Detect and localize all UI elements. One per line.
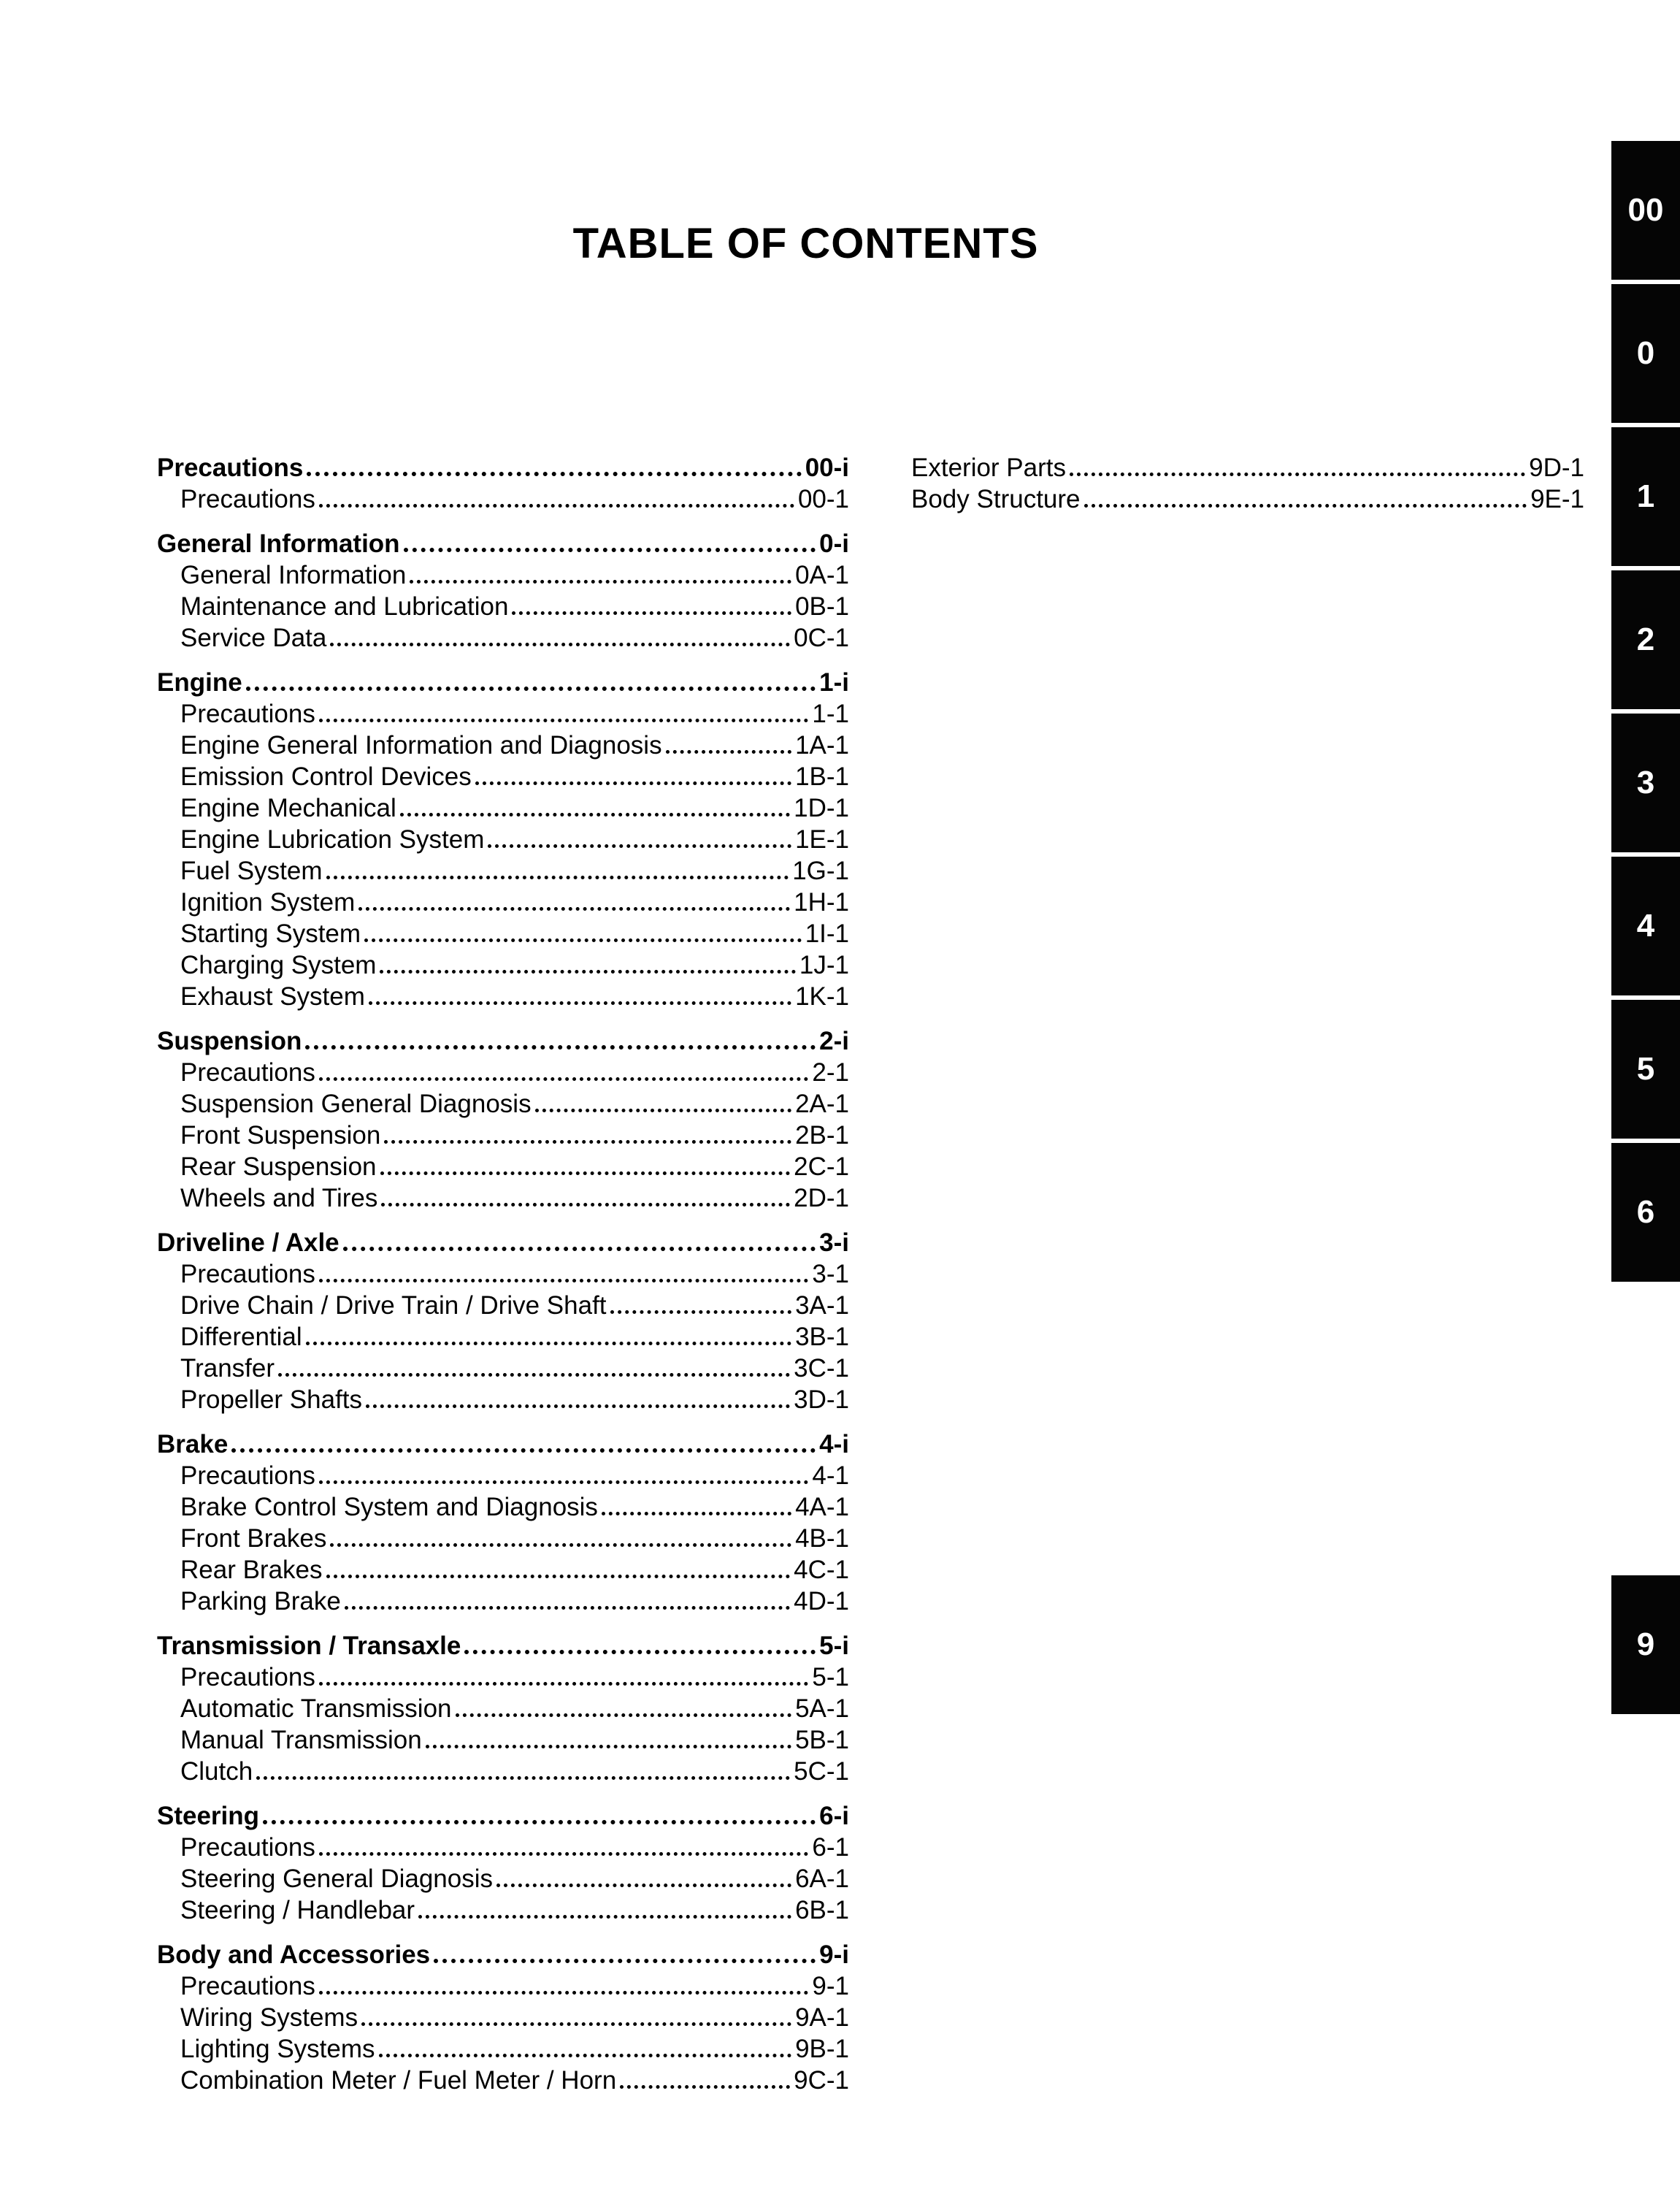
toc-dot-leader xyxy=(256,1776,790,1780)
toc-row xyxy=(157,854,849,886)
toc-row xyxy=(157,1629,849,1661)
thumb-tab-6 xyxy=(1611,1143,1680,1282)
toc-entry-label: Precautions xyxy=(180,1461,315,1490)
toc-row xyxy=(157,697,849,729)
toc-page-number: 5A-1 xyxy=(795,1694,849,1723)
toc-page-number: 5C-1 xyxy=(794,1757,849,1786)
toc-row xyxy=(157,1182,849,1213)
toc-page-number: 0A-1 xyxy=(795,561,849,589)
toc-dot-leader xyxy=(263,1820,816,1824)
toc-row xyxy=(157,917,849,949)
thumb-tab-label: 0 xyxy=(1636,335,1655,371)
toc-dot-leader xyxy=(326,876,789,879)
toc-dot-leader xyxy=(404,548,816,552)
toc-entry-label: Brake xyxy=(157,1430,229,1458)
toc-entry-label: Fuel System xyxy=(180,857,323,885)
toc-section xyxy=(157,1428,849,1616)
thumb-tab-label: 6 xyxy=(1636,1194,1655,1230)
toc-section xyxy=(157,1938,849,2095)
toc-row xyxy=(157,2001,849,2033)
toc-row xyxy=(157,1258,849,1289)
toc-page-number: 1-1 xyxy=(812,700,849,728)
toc-dot-leader xyxy=(666,750,791,754)
thumb-tab-label: 5 xyxy=(1636,1051,1655,1087)
toc-row xyxy=(157,980,849,1012)
toc-page-number: 3-1 xyxy=(812,1260,849,1288)
toc-row xyxy=(157,949,849,980)
toc-entry-label: Engine xyxy=(157,668,242,697)
toc-entry-label: Exterior Parts xyxy=(911,454,1066,482)
toc-row xyxy=(157,622,849,653)
toc-dot-leader xyxy=(364,938,802,942)
toc-entry-label: Drive Chain / Drive Train / Drive Shaft xyxy=(180,1291,607,1320)
toc-left-column xyxy=(157,451,849,2108)
toc-dot-leader xyxy=(319,719,809,722)
thumb-tab-label: 9 xyxy=(1636,1626,1655,1662)
toc-page-number: 9-i xyxy=(819,1940,849,1969)
toc-dot-leader xyxy=(384,1140,791,1144)
toc-row xyxy=(157,792,849,823)
toc-row xyxy=(157,1289,849,1320)
toc-dot-leader xyxy=(488,844,791,848)
toc-row xyxy=(911,483,1584,514)
toc-page-number: 0B-1 xyxy=(795,592,849,621)
toc-page-number: 2C-1 xyxy=(794,1152,849,1181)
toc-row xyxy=(157,1661,849,1692)
toc-page-number: 1B-1 xyxy=(795,762,849,791)
toc-entry-label: Steering General Diagnosis xyxy=(180,1865,494,1893)
toc-entry-label: Precautions xyxy=(157,454,304,482)
toc-row xyxy=(157,527,849,559)
toc-row xyxy=(157,1025,849,1056)
toc-entry-label: Automatic Transmission xyxy=(180,1694,452,1723)
toc-page-number: 3A-1 xyxy=(795,1291,849,1320)
toc-entry-label: General Information xyxy=(157,529,400,558)
toc-row xyxy=(157,1056,849,1087)
toc-dot-leader xyxy=(345,1606,790,1610)
toc-page-number: 5-i xyxy=(819,1632,849,1660)
toc-page-number: 6B-1 xyxy=(795,1896,849,1924)
toc-dot-leader xyxy=(381,1203,790,1207)
toc-entry-label: Engine Lubrication System xyxy=(180,825,485,854)
toc-page-number: 9D-1 xyxy=(1529,454,1584,482)
toc-dot-leader xyxy=(610,1310,792,1314)
toc-dot-leader xyxy=(512,611,791,615)
toc-row xyxy=(157,1862,849,1894)
toc-section xyxy=(157,1800,849,1925)
toc-entry-label: Engine Mechanical xyxy=(180,794,396,822)
toc-entry-label: Propeller Shafts xyxy=(180,1385,363,1414)
toc-dot-leader xyxy=(379,2054,792,2057)
toc-entry-label: Front Suspension xyxy=(180,1121,381,1150)
toc-page-number: 3B-1 xyxy=(795,1323,849,1351)
toc-right-column xyxy=(911,451,1584,514)
toc-page-number: 1-i xyxy=(819,668,849,697)
toc-section xyxy=(157,666,849,1012)
toc-row xyxy=(157,1119,849,1150)
thumb-tab-0 xyxy=(1611,284,1680,423)
toc-row xyxy=(157,729,849,760)
toc-dot-leader xyxy=(326,1575,791,1578)
toc-row xyxy=(157,559,849,590)
toc-page-number: 6-1 xyxy=(812,1833,849,1862)
thumb-tab-9 xyxy=(1611,1575,1680,1714)
toc-entry-label: Parking Brake xyxy=(180,1587,341,1615)
toc-row xyxy=(157,1087,849,1119)
toc-row xyxy=(157,1150,849,1182)
toc-page-number: 3C-1 xyxy=(794,1354,849,1383)
toc-dot-leader xyxy=(620,2085,790,2089)
toc-page-number: 4-i xyxy=(819,1430,849,1458)
toc-dot-leader xyxy=(464,1650,816,1654)
toc-entry-label: Maintenance and Lubrication xyxy=(180,592,509,621)
toc-entry-label: Steering / Handlebar xyxy=(180,1896,415,1924)
toc-page-number: 9E-1 xyxy=(1530,485,1584,513)
toc-dot-leader xyxy=(319,1991,809,1995)
toc-dot-leader xyxy=(319,504,794,508)
toc-row xyxy=(157,1831,849,1862)
toc-dot-leader xyxy=(319,1682,809,1686)
thumb-tab-label: 1 xyxy=(1636,478,1655,514)
thumb-tab-2 xyxy=(1611,570,1680,709)
toc-entry-label: Rear Suspension xyxy=(180,1152,377,1181)
toc-row xyxy=(157,1800,849,1831)
toc-page-number: 1G-1 xyxy=(792,857,849,885)
toc-section xyxy=(157,1629,849,1786)
toc-entry-label: Transfer xyxy=(180,1354,275,1383)
toc-page-number: 9C-1 xyxy=(794,2066,849,2095)
toc-section xyxy=(157,1025,849,1213)
toc-row xyxy=(157,1970,849,2001)
toc-entry-label: Engine General Information and Diagnosis xyxy=(180,731,662,760)
toc-row xyxy=(157,451,849,483)
toc-row xyxy=(157,1320,849,1352)
toc-dot-leader xyxy=(231,1448,816,1453)
toc-page-number: 4D-1 xyxy=(794,1587,849,1615)
toc-entry-label: General Information xyxy=(180,561,407,589)
toc-entry-label: Starting System xyxy=(180,919,361,948)
toc-dot-leader xyxy=(602,1512,791,1515)
toc-row xyxy=(911,451,1584,483)
toc-page-number: 4-1 xyxy=(812,1461,849,1490)
toc-entry-label: Body Structure xyxy=(911,485,1081,513)
toc-entry-label: Suspension General Diagnosis xyxy=(180,1090,532,1118)
toc-row xyxy=(157,1692,849,1724)
toc-entry-label: Wheels and Tires xyxy=(180,1184,378,1212)
toc-page-number: 5B-1 xyxy=(795,1726,849,1754)
toc-dot-leader xyxy=(361,2022,791,2026)
toc-entry-label: Clutch xyxy=(180,1757,253,1786)
toc-dot-leader xyxy=(400,813,790,817)
toc-entry-label: Precautions xyxy=(180,1972,315,2000)
toc-section xyxy=(157,451,849,514)
toc-page-number: 1E-1 xyxy=(795,825,849,854)
toc-dot-leader xyxy=(246,687,816,691)
toc-entry-label: Precautions xyxy=(180,700,315,728)
toc-page-number: 2A-1 xyxy=(795,1090,849,1118)
toc-entry-label: Brake Control System and Diagnosis xyxy=(180,1493,598,1521)
toc-dot-leader xyxy=(380,970,795,974)
toc-page-number: 9B-1 xyxy=(795,2035,849,2063)
toc-entry-label: Combination Meter / Fuel Meter / Horn xyxy=(180,2066,617,2095)
toc-dot-leader xyxy=(330,1543,791,1547)
toc-entry-label: Precautions xyxy=(180,1058,315,1087)
toc-entry-label: Charging System xyxy=(180,951,377,979)
toc-page-number: 4A-1 xyxy=(795,1493,849,1521)
toc-dot-leader xyxy=(343,1247,816,1251)
toc-row xyxy=(157,483,849,514)
toc-page-number: 6A-1 xyxy=(795,1865,849,1893)
toc-entry-label: Front Brakes xyxy=(180,1524,327,1553)
thumb-tab-label: 4 xyxy=(1636,908,1655,944)
toc-row xyxy=(157,1352,849,1383)
toc-entry-label: Precautions xyxy=(180,1260,315,1288)
toc-entry-label: Rear Brakes xyxy=(180,1556,323,1584)
page-title: TABLE OF CONTENTS xyxy=(572,220,1039,267)
toc-entry-label: Differential xyxy=(180,1323,302,1351)
toc-row xyxy=(157,2064,849,2095)
toc-page-number: 1K-1 xyxy=(795,982,849,1011)
toc-dot-leader xyxy=(535,1109,791,1112)
toc-row xyxy=(157,590,849,622)
toc-row xyxy=(157,666,849,697)
toc-page-number: 9-1 xyxy=(812,1972,849,2000)
toc-dot-leader xyxy=(369,1001,791,1005)
thumb-tab-00 xyxy=(1611,141,1680,280)
toc-row xyxy=(157,1383,849,1415)
toc-entry-label: Emission Control Devices xyxy=(180,762,472,791)
toc-row xyxy=(157,1553,849,1585)
toc-dot-leader xyxy=(319,1077,809,1081)
toc-page-number: 00-i xyxy=(805,454,849,482)
toc-page-number: 2-i xyxy=(819,1027,849,1055)
toc-row xyxy=(157,1459,849,1491)
toc-page-number: 9A-1 xyxy=(795,2003,849,2032)
toc-page-number: 3-i xyxy=(819,1228,849,1257)
toc-row xyxy=(157,1938,849,1970)
toc-dot-leader xyxy=(426,1745,791,1748)
toc-row xyxy=(157,1585,849,1616)
thumb-tab-3 xyxy=(1611,714,1680,852)
toc-entry-label: Manual Transmission xyxy=(180,1726,422,1754)
toc-page-number: 00-1 xyxy=(797,485,849,513)
toc-dot-leader xyxy=(1070,473,1525,476)
toc-dot-leader xyxy=(306,1342,791,1345)
toc-entry-label: Lighting Systems xyxy=(180,2035,375,2063)
toc-page-number: 0C-1 xyxy=(794,624,849,652)
toc-dot-leader xyxy=(410,580,791,584)
toc-entry-label: Ignition System xyxy=(180,888,356,917)
toc-entry-label: Precautions xyxy=(180,485,315,513)
toc-page-number: 4B-1 xyxy=(795,1524,849,1553)
toc-page-number: 4C-1 xyxy=(794,1556,849,1584)
toc-page-number: 6-i xyxy=(819,1802,849,1830)
toc-dot-leader xyxy=(1084,504,1527,508)
toc-page-number: 3D-1 xyxy=(794,1385,849,1414)
toc-entry-label: Body and Accessories xyxy=(157,1940,431,1969)
toc-entry-label: Wiring Systems xyxy=(180,2003,358,2032)
toc-entry-label: Exhaust System xyxy=(180,982,365,1011)
toc-row xyxy=(157,1428,849,1459)
toc-page-number: 1A-1 xyxy=(795,731,849,760)
toc-dot-leader xyxy=(456,1713,792,1717)
thumb-tab-1 xyxy=(1611,427,1680,566)
toc-page-number: 0-i xyxy=(819,529,849,558)
toc-page-number: 1H-1 xyxy=(794,888,849,917)
toc-entry-label: Transmission / Transaxle xyxy=(157,1632,461,1660)
toc-entry-label: Precautions xyxy=(180,1833,315,1862)
thumb-tab-5 xyxy=(1611,1000,1680,1139)
toc-dot-leader xyxy=(418,1915,791,1919)
toc-row xyxy=(157,1755,849,1786)
toc-page-number: 2D-1 xyxy=(794,1184,849,1212)
toc-entry-label: Suspension xyxy=(157,1027,302,1055)
toc-dot-leader xyxy=(475,781,791,785)
toc-row xyxy=(157,1226,849,1258)
toc-dot-leader xyxy=(496,1884,791,1887)
toc-row xyxy=(157,760,849,792)
toc-row xyxy=(157,1724,849,1755)
toc-dot-leader xyxy=(319,1279,809,1282)
thumb-tab-label: 3 xyxy=(1636,765,1655,800)
toc-entry-label: Precautions xyxy=(180,1663,315,1691)
toc-dot-leader xyxy=(319,1852,809,1856)
toc-dot-leader xyxy=(305,1045,816,1049)
toc-dot-leader xyxy=(319,1480,809,1484)
thumb-tab-label: 2 xyxy=(1636,622,1655,657)
toc-dot-leader xyxy=(366,1404,790,1408)
toc-dot-leader xyxy=(278,1373,790,1377)
toc-section xyxy=(157,1226,849,1415)
toc-entry-label: Driveline / Axle xyxy=(157,1228,340,1257)
thumb-tab-4 xyxy=(1611,857,1680,995)
toc-row xyxy=(157,2033,849,2064)
toc-page-number: 2B-1 xyxy=(795,1121,849,1150)
toc-dot-leader xyxy=(434,1959,816,1963)
toc-dot-leader xyxy=(358,907,790,911)
toc-dot-leader xyxy=(380,1171,791,1175)
toc-row xyxy=(157,823,849,854)
toc-page-number: 2-1 xyxy=(812,1058,849,1087)
toc-row xyxy=(157,1491,849,1522)
toc-row xyxy=(157,1894,849,1925)
toc-page-number: 1I-1 xyxy=(805,919,849,948)
toc-row xyxy=(157,886,849,917)
toc-section xyxy=(157,527,849,653)
toc-dot-leader xyxy=(307,472,801,476)
thumb-tab-label: 00 xyxy=(1627,192,1664,228)
toc-page-number: 1D-1 xyxy=(794,794,849,822)
toc-entry-label: Service Data xyxy=(180,624,327,652)
toc-page-number: 1J-1 xyxy=(799,951,849,979)
toc-page-number: 5-1 xyxy=(812,1663,849,1691)
toc-entry-label: Steering xyxy=(157,1802,260,1830)
toc-dot-leader xyxy=(330,643,790,646)
toc-row xyxy=(157,1522,849,1553)
